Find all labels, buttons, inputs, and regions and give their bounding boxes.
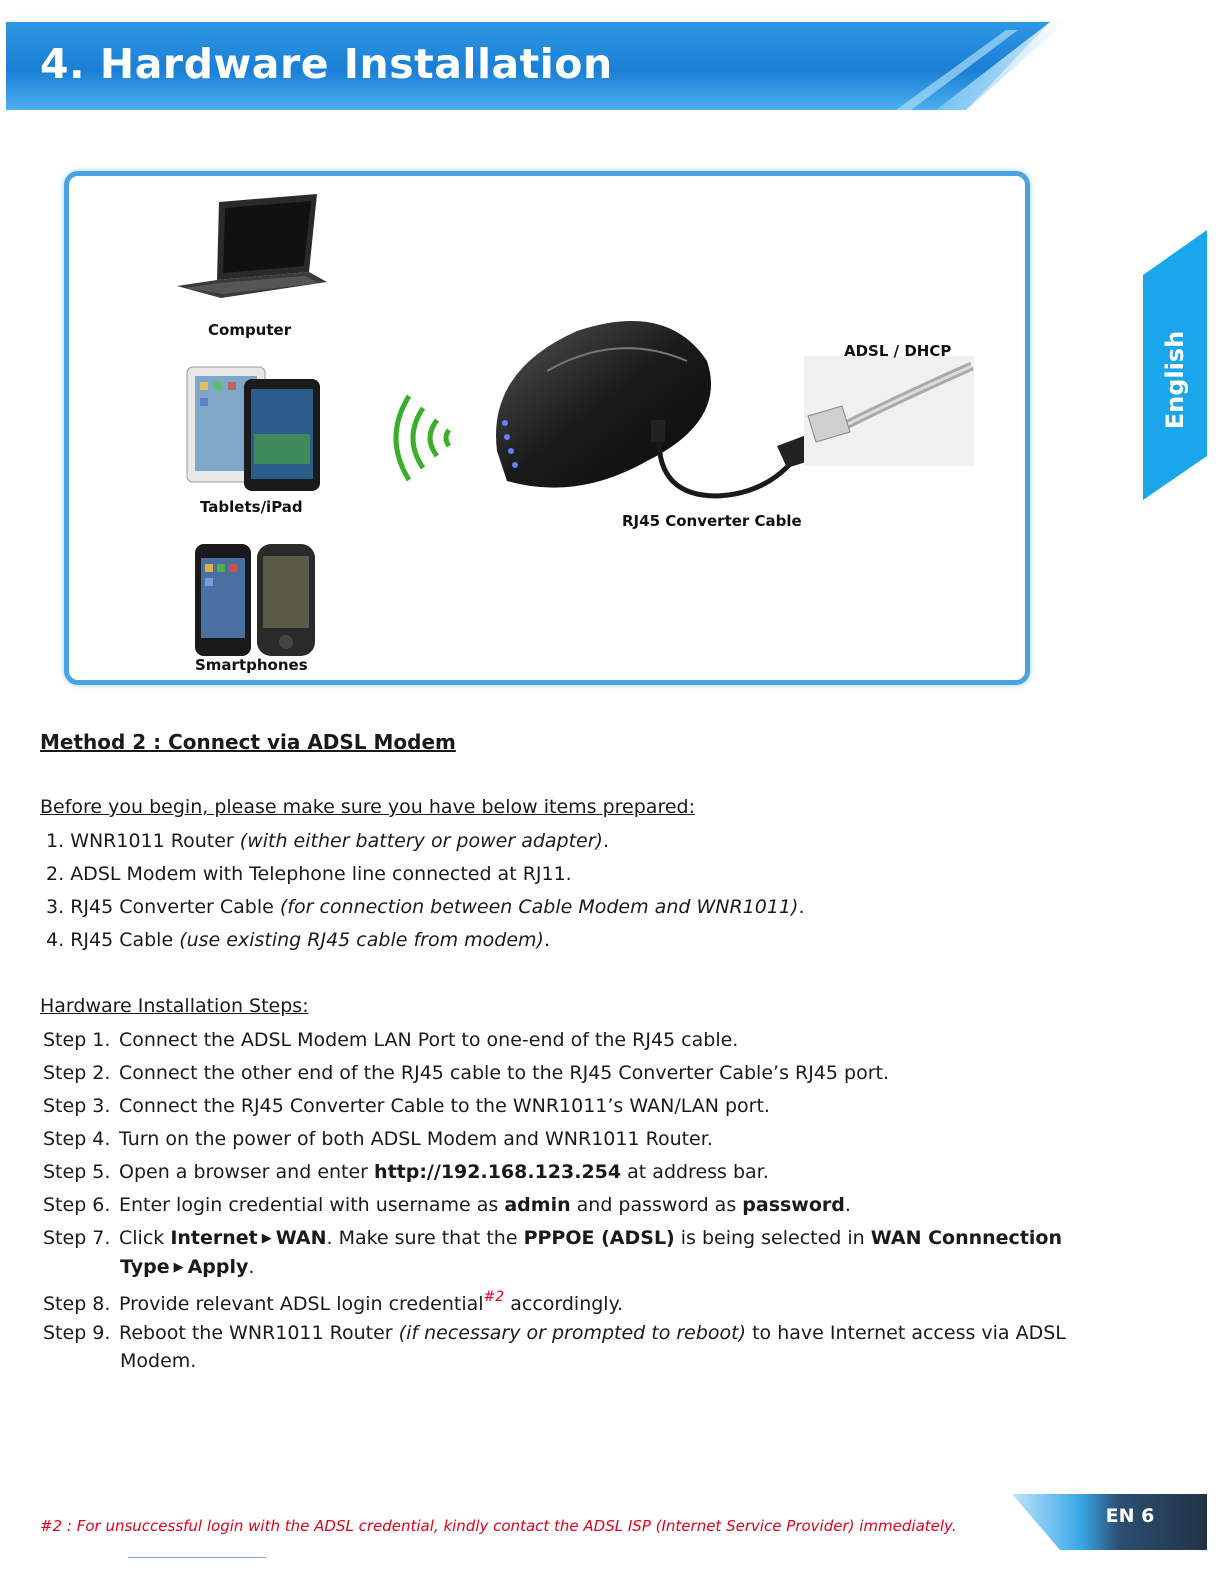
step-9 [43,1322,1123,1344]
step-text: Connect the ADSL Modem LAN Port to one-end of the RJ45 cable. [119,1029,739,1051]
step-2 [43,1062,1123,1084]
router-url: http://192.168.123.254 [374,1161,622,1183]
menu-wan: WAN [275,1227,327,1249]
tablets-label: Tablets/iPad [200,498,303,516]
prep-item-number: 2. [46,863,65,885]
wifi-signal-icon [387,388,467,488]
prep-item-text: WNR1011 Router [70,830,234,852]
step-text: at address bar. [621,1161,769,1183]
step-number: Step 6. [43,1194,111,1216]
caret-right-icon: ▶ [261,1231,272,1246]
bottom-divider [128,1557,266,1558]
step-text: and password as [570,1194,743,1216]
page-number: EN 6 [1105,1505,1155,1527]
step-text: Connect the other end of the RJ45 cable to the RJ45 Converter Cable’s RJ45 port. [119,1062,890,1084]
step-text: Turn on the power of both ADSL Modem and WNR1011 Router. [119,1128,713,1150]
step-text: . [248,1256,255,1278]
rj45-converter-cable-icon [647,416,827,516]
smartphones-label: Smartphones [195,656,308,674]
step-5 [43,1161,1123,1183]
step-number: Step 2. [43,1062,111,1084]
step-text: to have Internet access via ADSL [746,1322,1066,1344]
step-text: Provide relevant ADSL login credential [119,1293,484,1315]
menu-internet: Internet [170,1227,258,1249]
password-value: password [742,1194,845,1216]
footnote-reference: #2 [483,1289,505,1305]
step-number: Step 1. [43,1029,111,1051]
language-tab-label: English [1161,330,1190,430]
smartphones-icon [193,542,318,660]
step-text: . Make sure that the [326,1227,524,1249]
step-1 [43,1029,1123,1051]
connection-diagram [64,171,1030,685]
adsl-cable-icon [804,356,974,466]
prep-item-text: RJ45 Converter Cable [70,896,274,918]
method-title: Method 2 : Connect via ADSL Modem [40,730,456,754]
step-text: Click [119,1227,171,1249]
prep-item-number: 3. [46,896,65,918]
step-9-continued: Modem. [120,1350,197,1372]
prep-item-text: RJ45 Cable [70,929,174,951]
page-title: 4. Hardware Installation [40,40,613,88]
steps-heading: Hardware Installation Steps: [40,995,309,1017]
wan-connection-type-field: Type [120,1256,170,1278]
prep-item [46,896,804,918]
step-3 [43,1095,1123,1117]
step-6 [43,1194,1123,1216]
prep-item-note: (use existing RJ45 cable from modem) [179,929,544,951]
step-text: Open a browser and enter [119,1161,375,1183]
step-7 [43,1227,1123,1249]
step-number: Step 3. [43,1095,111,1117]
prep-item [46,830,609,852]
tablets-icon [184,364,324,494]
header-banner [6,22,1066,110]
prep-item-number: 4. [46,929,65,951]
step-8 [43,1289,1123,1315]
prep-item-text: ADSL Modem with Telephone line connected at RJ11. [70,863,572,885]
computer-label: Computer [208,321,292,339]
step-text: . [844,1194,851,1216]
prep-item [46,863,572,885]
step-number: Step 9. [43,1322,111,1344]
caret-right-icon: ▶ [173,1260,184,1275]
pppoe-option: PPPOE (ADSL) [523,1227,675,1249]
step-4 [43,1128,1123,1150]
prep-item [46,929,550,951]
wan-connection-field: WAN Connnection [870,1227,1062,1249]
apply-action: Apply [187,1256,249,1278]
prep-item-note: (with either battery or power adapter) [239,830,603,852]
username-value: admin [504,1194,571,1216]
step-text: Reboot the WNR1011 Router [119,1322,399,1344]
step-note: (if necessary or prompted to reboot) [398,1322,747,1344]
footnote: #2 : For unsuccessful login with the ADSL credential, kindly contact the ADSL ISP (Internet Service Provider) immediately. [40,1517,957,1535]
prep-heading: Before you begin, please make sure you have below items prepared: [40,796,695,818]
step-text: accordingly. [504,1293,624,1315]
step-text: Enter login credential with username as [119,1194,505,1216]
prep-item-note: (for connection between Cable Modem and WNR1011) [279,896,799,918]
language-tab-label-wrap [1144,330,1206,430]
step-number: Step 4. [43,1128,111,1150]
step-number: Step 8. [43,1293,111,1315]
prep-item-number: 1. [46,830,65,852]
prep-item-end: . [602,830,610,852]
step-7-continued [120,1256,254,1278]
adsl-dhcp-label: ADSL / DHCP [844,342,952,360]
laptop-icon [177,194,327,304]
rj45-cable-label: RJ45 Converter Cable [622,512,802,530]
step-text: Connect the RJ45 Converter Cable to the WNR1011’s WAN/LAN port. [119,1095,770,1117]
prep-item-end: . [543,929,550,951]
step-number: Step 5. [43,1161,111,1183]
step-number: Step 7. [43,1227,111,1249]
prep-item-end: . [798,896,805,918]
step-text: is being selected in [674,1227,871,1249]
